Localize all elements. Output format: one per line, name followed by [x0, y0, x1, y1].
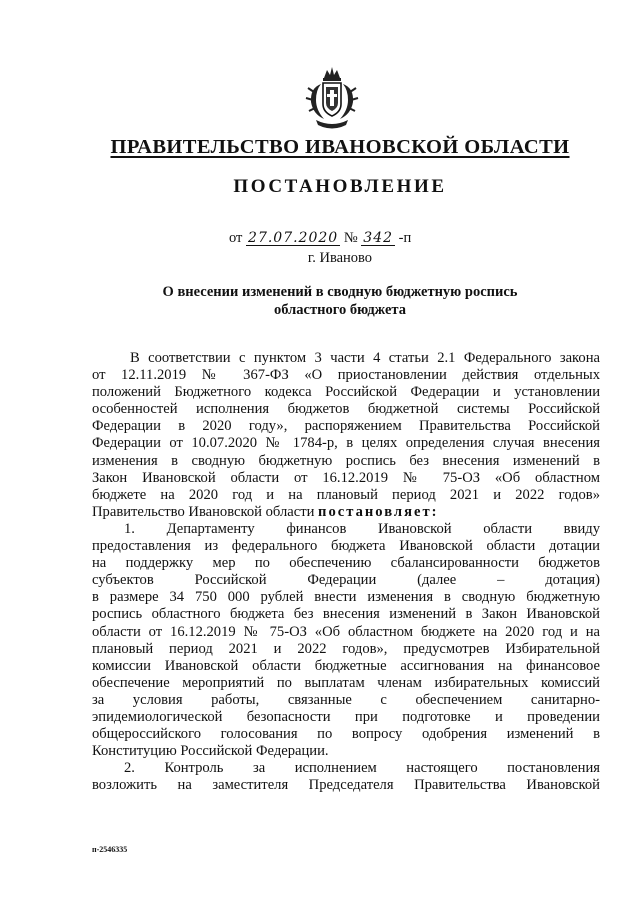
body-line: общероссийского голосования по вопросу одобрения изменений в [92, 726, 600, 743]
body-line: в размере 34 750 000 рублей внести изменения в сводную бюджетную [92, 589, 600, 606]
resolution-word: постановляет: [318, 503, 439, 520]
body-line: области от 16.12.2019 № 75-ОЗ «Об областном бюджете на 2020 год и на [92, 623, 600, 640]
document-body [92, 350, 600, 794]
government-title: ПРАВИТЕЛЬСТВО ИВАНОВСКОЙ ОБЛАСТИ [110, 136, 570, 158]
body-line: эпидемиологической безопасности при подготовке и проведении [92, 708, 600, 725]
body-line: Конституцию Российской Федерации. [92, 743, 329, 760]
body-line-text: Правительство Ивановской области [92, 503, 315, 520]
body-line: Закон Ивановской области от 16.12.2019 № 75-ОЗ «Об областном [92, 469, 600, 486]
body-line: 2. Контроль за исполнением настоящего постановления [124, 760, 600, 777]
body-line: бюджете на 2020 год и на плановый период 2021 и 2022 годов» [92, 486, 600, 503]
body-line: плановый период 2021 и 2022 годов», предусмотрев Избирательной [92, 640, 600, 657]
date-prefix: от [229, 230, 243, 246]
document-code: п-2546335 [92, 845, 128, 854]
date-number-line [229, 230, 411, 247]
body-line: изменения в сводную бюджетную роспись без внесения изменений в [92, 452, 600, 469]
subject-line: областного бюджета [274, 302, 406, 318]
body-line: В соответствии с пунктом 3 части 4 статьи 2.1 Федерального закона [130, 350, 600, 366]
body-line: особенностей исполнения бюджетов бюджетной системы Российской [92, 401, 600, 418]
handwritten-date: 27.07.2020 [248, 230, 339, 246]
city-name: г. Иваново [307, 250, 373, 266]
body-line: 1. Департаменту финансов Ивановской области ввиду [124, 520, 600, 537]
body-line: предоставления из федерального бюджета Ивановской области дотации [92, 538, 600, 555]
body-line: Федерации от 10.07.2020 № 1784-р, в целях определения случая внесения [92, 435, 600, 452]
body-line: за условия работы, связанные с обеспечением санитарно- [92, 691, 600, 708]
document-type: ПОСТАНОВЛЕНИЕ [233, 176, 447, 197]
document-subject [100, 283, 580, 319]
number-prefix: № [343, 230, 358, 246]
handwritten-number: 342 [363, 230, 394, 246]
body-line: от 12.11.2019 № 367-ФЗ «О приостановлении действия отдельных [92, 367, 600, 384]
coat-of-arms-emblem [302, 64, 362, 132]
body-line: комиссии Ивановской области бюджетные ассигнования на финансовое [92, 657, 600, 674]
subject-line: О внесении изменений в сводную бюджетную роспись [162, 284, 518, 300]
body-line: обеспечение мероприятий по выплатам членам избирательных комиссий [92, 674, 600, 691]
body-line: роспись областного бюджета без внесения изменений в Закон Ивановской [92, 606, 600, 623]
number-suffix: -п [398, 230, 412, 246]
body-line: положений Бюджетного кодекса Российской Федерации и установлении [92, 384, 600, 401]
body-line: субъектов Российской Федерации (далее – дотация) [92, 572, 600, 589]
body-line [92, 504, 600, 521]
body-line: Федерации в 2020 году», распоряжением Правительства Российской [92, 418, 600, 435]
body-line: возложить на заместителя Председателя Правительства Ивановской [92, 777, 600, 794]
body-line: на поддержку мер по обеспечению сбалансированности бюджетов [92, 555, 600, 572]
